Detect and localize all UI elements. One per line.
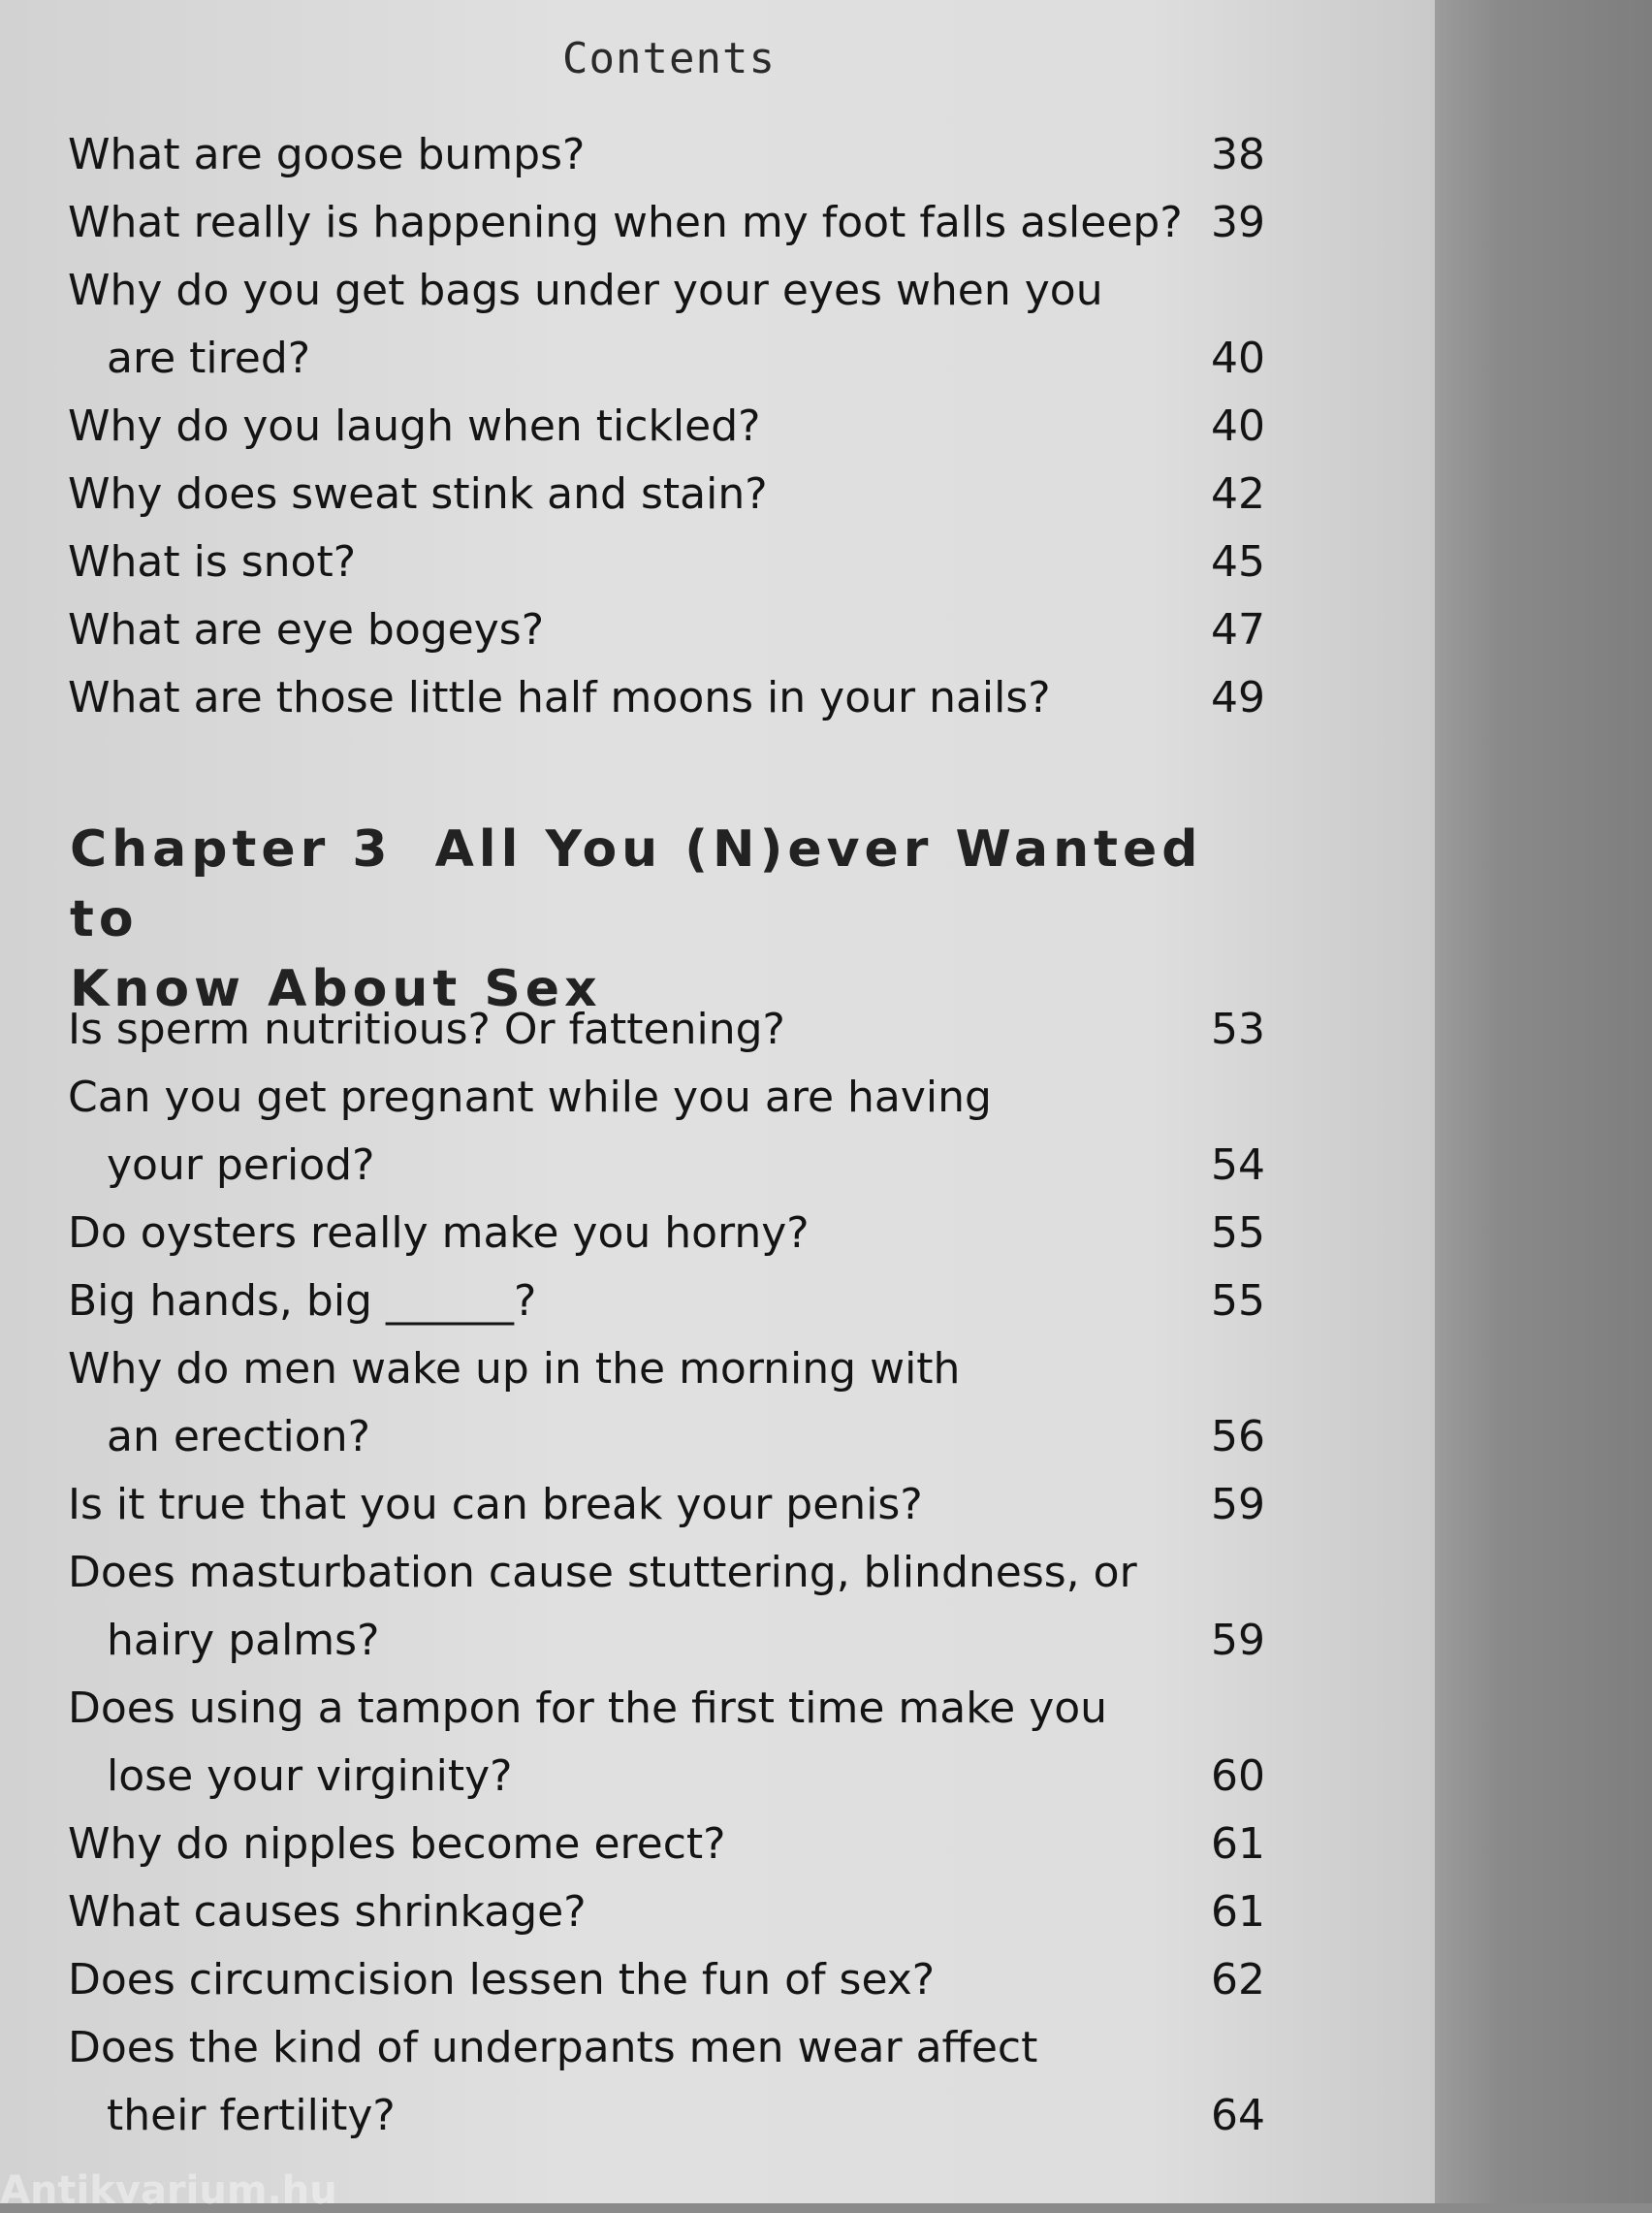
toc-entry xyxy=(68,1471,1265,1539)
toc-page-number: 54 xyxy=(1211,1140,1265,1190)
toc-entry-title-line: What really is happening when my foot falls asleep? xyxy=(68,198,1183,247)
toc-entry-title-line: Does the kind of underpants men wear affect xyxy=(68,2023,1038,2072)
toc-entry-title-line: your period? xyxy=(107,1140,375,1190)
toc-entry xyxy=(68,189,1265,257)
toc-page-number: 60 xyxy=(1211,1751,1265,1801)
toc-entry-title-line: Why do you laugh when tickled? xyxy=(68,401,761,451)
toc-entry-title-line: Do oysters really make you horny? xyxy=(68,1208,810,1258)
toc-page-number: 61 xyxy=(1211,1819,1265,1869)
toc-entry-title-line: Big hands, big ______? xyxy=(68,1276,537,1326)
toc-page-number: 40 xyxy=(1211,334,1265,383)
toc-entry xyxy=(68,596,1265,664)
toc-page-number: 61 xyxy=(1211,1887,1265,1937)
toc-entry xyxy=(68,2014,1265,2150)
toc-page-number: 62 xyxy=(1211,1955,1265,2005)
toc-entry-title-line: Does masturbation cause stuttering, blindness, or xyxy=(68,1548,1137,1597)
toc-page-number: 49 xyxy=(1211,673,1265,722)
toc-entry-title-line: Is it true that you can break your penis? xyxy=(68,1480,923,1529)
toc-entry-title-line: Does using a tampon for the first time make you xyxy=(68,1684,1108,1733)
toc-page-number: 55 xyxy=(1211,1208,1265,1258)
toc-entry-title-line: Why do men wake up in the morning with xyxy=(68,1344,961,1394)
toc-entry xyxy=(68,393,1265,461)
toc-page-number: 39 xyxy=(1211,198,1265,247)
toc-entry-title-line: Is sperm nutritious? Or fattening? xyxy=(68,1005,785,1054)
toc-entry-title-line: hairy palms? xyxy=(107,1616,380,1665)
toc-entry xyxy=(68,1946,1265,2014)
toc-entry xyxy=(68,1064,1265,1200)
toc-entry xyxy=(68,1811,1265,1878)
toc-entry xyxy=(68,996,1265,1064)
toc-page-number: 53 xyxy=(1211,1005,1265,1054)
toc-page-number: 59 xyxy=(1211,1480,1265,1529)
toc-page-number: 47 xyxy=(1211,605,1265,655)
chapter-heading xyxy=(70,815,1291,1024)
toc-page-number: 40 xyxy=(1211,401,1265,451)
chapter-title-line-1: All You (N)ever Wanted to xyxy=(70,820,1203,948)
toc-entry-title-line: Why do you get bags under your eyes when you xyxy=(68,266,1103,315)
toc-entry xyxy=(68,257,1265,393)
chapter-number: Chapter 3 xyxy=(70,820,393,879)
toc-page-number: 45 xyxy=(1211,537,1265,587)
toc-page-number: 64 xyxy=(1211,2091,1265,2140)
toc-entry-title-line: What causes shrinkage? xyxy=(68,1887,587,1937)
toc-entry-title-line: an erection? xyxy=(107,1412,370,1461)
toc-entry xyxy=(68,1675,1265,1811)
toc-entry-title-line: Does circumcision lessen the fun of sex? xyxy=(68,1955,936,2005)
toc-entry xyxy=(68,1539,1265,1675)
toc-page-number: 42 xyxy=(1211,469,1265,519)
toc-entry xyxy=(68,664,1265,732)
toc-page-number: 38 xyxy=(1211,130,1265,179)
toc-entry-title-line: lose your virginity? xyxy=(107,1751,513,1801)
watermark: Antikvarium.hu xyxy=(0,2168,337,2213)
background-shadow xyxy=(1435,0,1652,2203)
toc-entry-title-line: Why does sweat stink and stain? xyxy=(68,469,768,519)
toc-entry-title-line: What are eye bogeys? xyxy=(68,605,545,655)
toc-page-number: 56 xyxy=(1211,1412,1265,1461)
toc-entry xyxy=(68,461,1265,529)
toc-entry-title-line: What are goose bumps? xyxy=(68,130,586,179)
toc-section-1 xyxy=(68,121,1265,732)
toc-entry xyxy=(68,121,1265,189)
toc-entry xyxy=(68,1267,1265,1335)
toc-entry-title-line: What is snot? xyxy=(68,537,357,587)
toc-entry xyxy=(68,1878,1265,1946)
toc-entry xyxy=(68,1200,1265,1267)
toc-entry xyxy=(68,1335,1265,1471)
page-header: Contents xyxy=(562,34,776,83)
toc-chapter-3 xyxy=(68,996,1265,2150)
toc-entry-title-line: are tired? xyxy=(107,334,311,383)
toc-page-number: 59 xyxy=(1211,1616,1265,1665)
toc-entry-title-line: their fertility? xyxy=(107,2091,396,2140)
chapter-title-line-2: Know About Sex xyxy=(70,960,602,1018)
toc-page-number: 55 xyxy=(1211,1276,1265,1326)
toc-entry-title-line: Why do nipples become erect? xyxy=(68,1819,726,1869)
toc-entry xyxy=(68,529,1265,596)
toc-entry-title-line: What are those little half moons in your nails? xyxy=(68,673,1051,722)
toc-entry-title-line: Can you get pregnant while you are having xyxy=(68,1073,992,1122)
